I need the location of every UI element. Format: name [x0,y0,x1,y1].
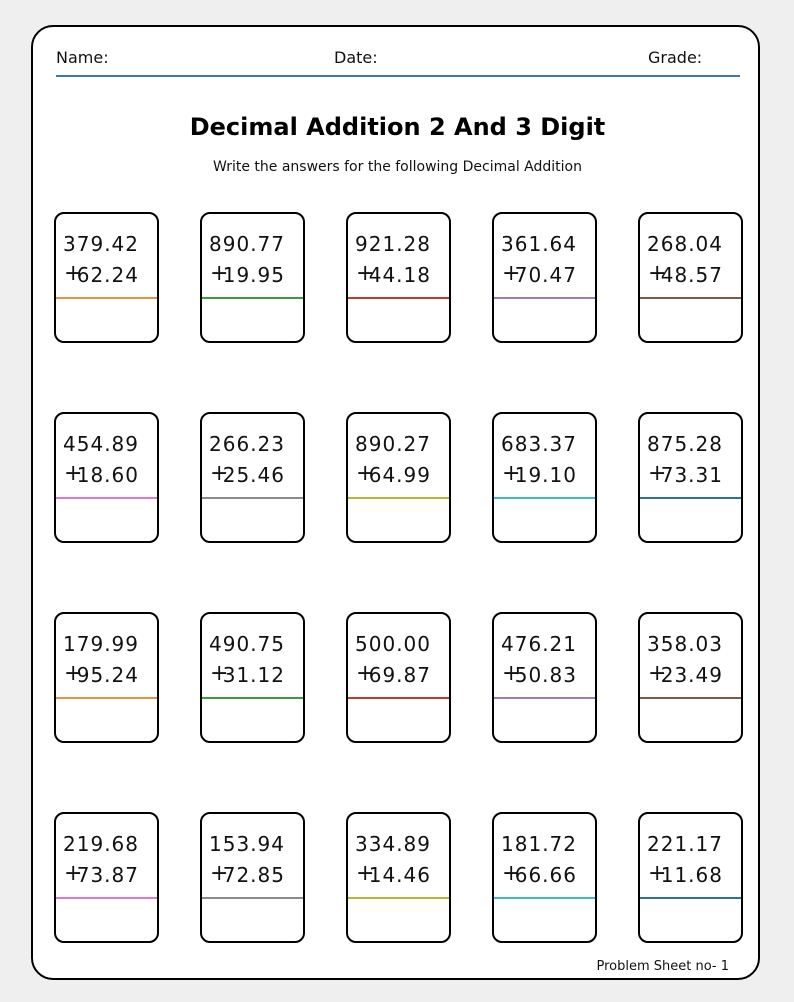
addend-top: 921.28 [355,232,431,256]
answer-line [640,897,741,899]
addend-top: 153.94 [209,832,285,856]
addend-top: 361.64 [501,232,577,256]
plus-sign: + [64,261,83,286]
addend-bottom: 19.95 [222,263,285,287]
addend-top: 490.75 [209,632,285,656]
plus-sign: + [356,461,375,486]
addend-top: 181.72 [501,832,577,856]
plus-sign: + [210,261,229,286]
plus-sign: + [356,261,375,286]
problem-card [54,412,159,543]
plus-sign: + [64,861,83,886]
answer-line [640,697,741,699]
addend-top: 358.03 [647,632,723,656]
problem-card [54,212,159,343]
worksheet-page [31,25,760,980]
addend-bottom: 31.12 [222,663,285,687]
problem-card [200,412,305,543]
problem-card [54,812,159,943]
addend-bottom: 23.49 [660,663,723,687]
answer-line [56,897,157,899]
problem-card [492,612,597,743]
addend-bottom: 95.24 [76,663,139,687]
problem-card [346,412,451,543]
addend-top: 890.27 [355,432,431,456]
answer-line [202,897,303,899]
problem-card [492,412,597,543]
addend-top: 179.99 [63,632,139,656]
answer-line [640,297,741,299]
answer-line [494,697,595,699]
plus-sign: + [64,661,83,686]
answer-line [640,497,741,499]
plus-sign: + [648,261,667,286]
addend-bottom: 66.66 [514,863,577,887]
problem-card [638,212,743,343]
addend-top: 875.28 [647,432,723,456]
addend-top: 476.21 [501,632,577,656]
page-title: Decimal Addition 2 And 3 Digit [189,113,606,141]
addend-bottom: 69.87 [368,663,431,687]
addend-bottom: 72.85 [222,863,285,887]
problem-card [492,812,597,943]
problem-card [346,612,451,743]
answer-line [56,497,157,499]
answer-line [494,297,595,299]
addend-top: 454.89 [63,432,139,456]
addend-top: 266.23 [209,432,285,456]
problem-card [638,412,743,543]
addend-bottom: 19.10 [514,463,577,487]
plus-sign: + [210,461,229,486]
answer-line [56,297,157,299]
addend-bottom: 11.68 [660,863,723,887]
grade-label: Grade: [648,48,703,67]
addend-top: 890.77 [209,232,285,256]
answer-line [494,497,595,499]
problem-card [638,812,743,943]
addend-top: 683.37 [501,432,577,456]
problem-card [638,612,743,743]
problem-card [346,812,451,943]
addend-bottom: 48.57 [660,263,723,287]
plus-sign: + [210,861,229,886]
plus-sign: + [648,461,667,486]
answer-line [202,497,303,499]
header-divider [56,75,740,77]
addend-top: 379.42 [63,232,139,256]
addend-bottom: 25.46 [222,463,285,487]
problem-card [54,612,159,743]
addend-bottom: 70.47 [514,263,577,287]
addend-bottom: 64.99 [368,463,431,487]
addend-top: 219.68 [63,832,139,856]
problem-grid [54,212,744,947]
addend-bottom: 73.31 [660,463,723,487]
answer-line [202,697,303,699]
sheet-number: Problem Sheet no- 1 [596,959,729,974]
problem-card [200,612,305,743]
plus-sign: + [502,661,521,686]
addend-top: 500.00 [355,632,431,656]
addend-bottom: 14.46 [368,863,431,887]
addend-bottom: 73.87 [76,863,139,887]
plus-sign: + [648,661,667,686]
answer-line [56,697,157,699]
problem-card [346,212,451,343]
problem-card [492,212,597,343]
addend-bottom: 62.24 [76,263,139,287]
addend-bottom: 50.83 [514,663,577,687]
answer-line [348,697,449,699]
answer-line [202,297,303,299]
plus-sign: + [502,461,521,486]
answer-line [348,297,449,299]
plus-sign: + [502,861,521,886]
plus-sign: + [210,661,229,686]
plus-sign: + [502,261,521,286]
plus-sign: + [648,861,667,886]
addend-bottom: 18.60 [76,463,139,487]
page-subtitle: Write the answers for the following Decimal Addition [212,159,582,175]
plus-sign: + [356,861,375,886]
problem-card [200,212,305,343]
name-label: Name: [56,48,109,67]
date-label: Date: [334,48,378,67]
answer-line [348,897,449,899]
addend-top: 221.17 [647,832,723,856]
plus-sign: + [64,461,83,486]
addend-bottom: 44.18 [368,263,431,287]
answer-line [348,497,449,499]
plus-sign: + [356,661,375,686]
answer-line [494,897,595,899]
addend-top: 268.04 [647,232,723,256]
addend-top: 334.89 [355,832,431,856]
problem-card [200,812,305,943]
